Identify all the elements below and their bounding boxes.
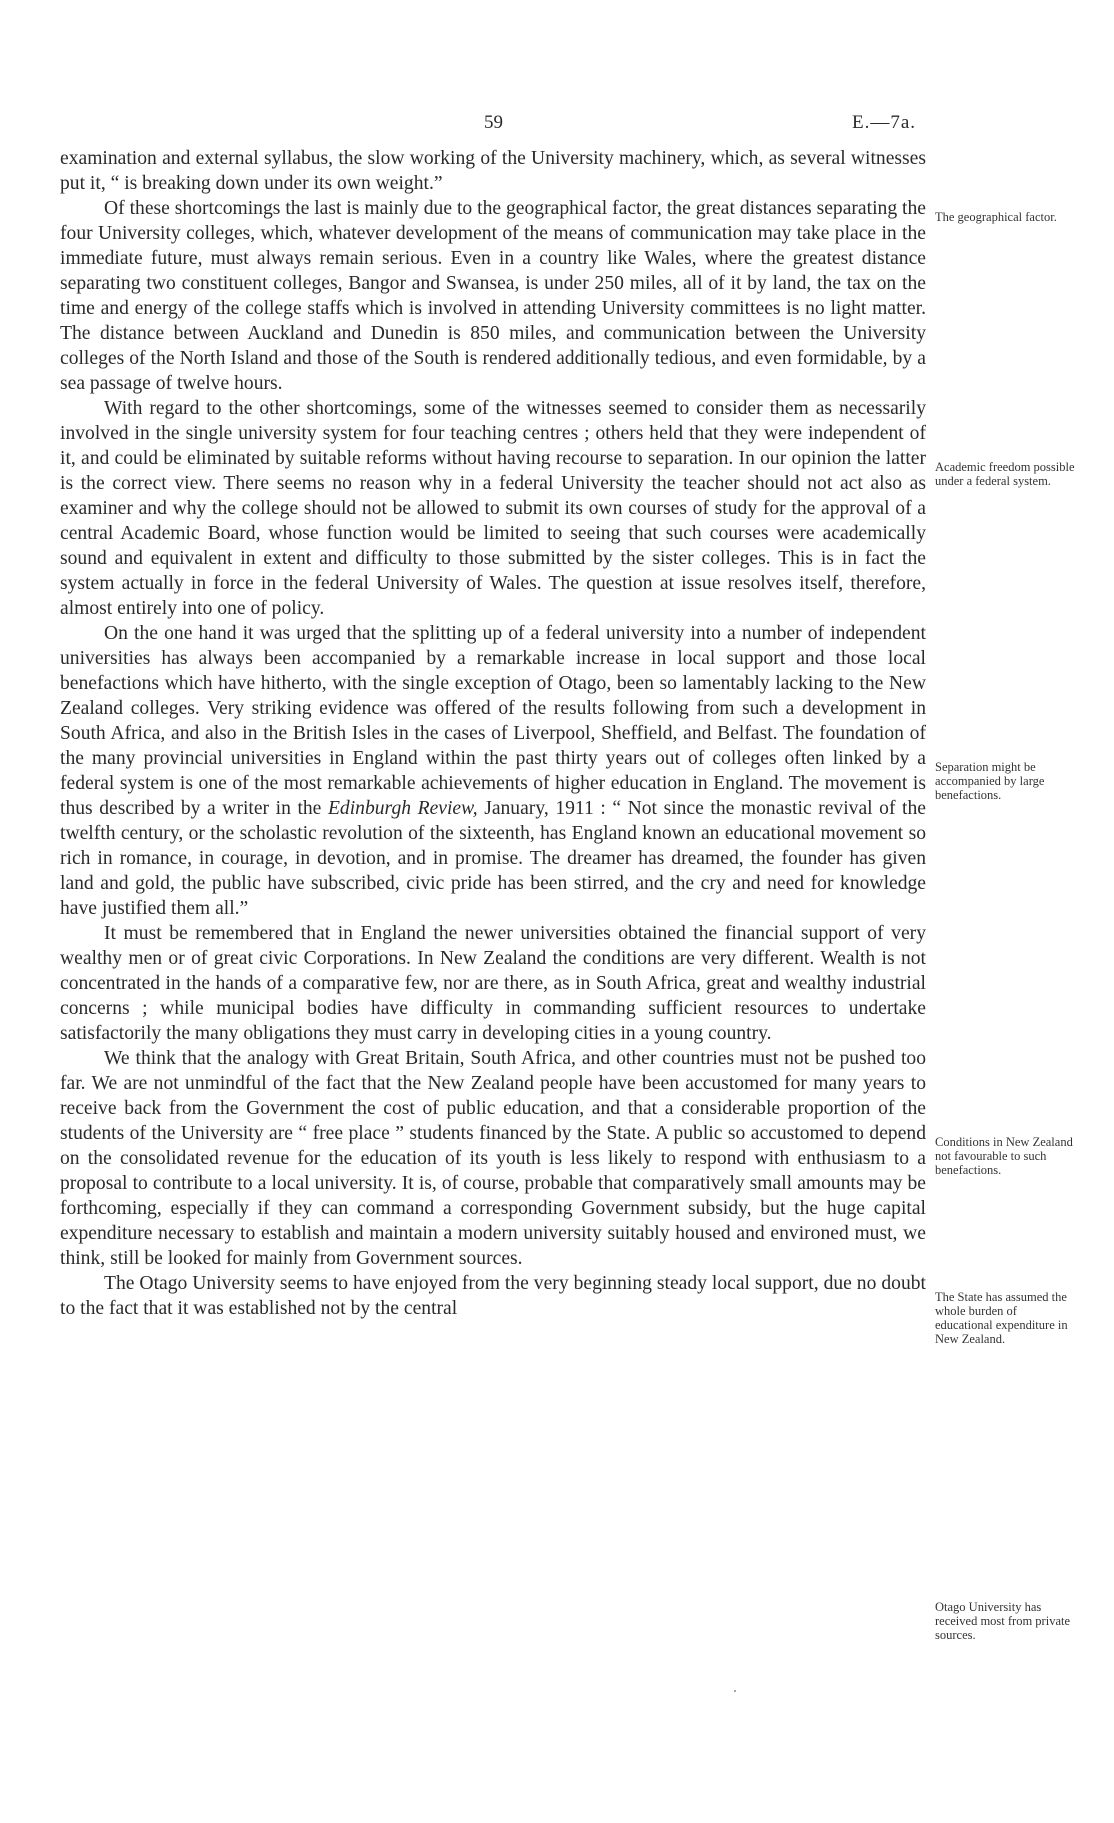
text-run: We think that the analogy with Great Britain, South Africa, and other countries must not be pushed too far. We are not unmindful of the fact that the New Zealand people have been accustomed for many years to receive back from the Government the cost of public education, and that a considerable proportion of the students of the University are “ free place ” students financed by the State. A public so accustomed to depend on the consolidated revenue for the education of its youth is less likely to respond with enthusiasm to a proposal to contribute to a local university. It is, of course, probable that comparatively small amounts may be forthcoming, especially if they can command a corresponding Government subsidy, but the huge capital expenditure necessary to establish and maintain a modern university suitably housed and environed must, we think, still be looked for mainly from Government sources.: [60, 1048, 926, 1269]
italic-citation: Edinburgh Review,: [327, 798, 478, 819]
text-run: With regard to the other shortcomings, some of the witnesses seemed to consider them as necessarily involved in the single university system for four teaching centres ; others held that they were independent of it, and could be eliminated by suitable reforms without having recourse to separation. In our opinion the latter is the correct view. There seems no reason why in a federal University the teacher should not act also as examiner and why the college should not be allowed to submit its own courses of study for the approval of a central Academic Board, whose function would be limited to seeing that such courses were academically sound and equivalent in extent and difficulty to those submitted by the sister colleges. This is in fact the system actually in force in the federal University of Wales. The question at issue resolves itself, therefore, almost entirely into one of policy.: [60, 398, 926, 619]
margin-note-state-burden: The State has assumed the whole burden of educational expenditure in New Zealand.: [935, 1290, 1068, 1346]
text-run: On the one hand it was urged that the splitting up of a federal university into a number of independent universities has always been accompanied by a remarkable increase in local support and those local benefactions which have hitherto, with the single exception of Otago, been so lamentably lacking to the New Zealand colleges. Very striking evidence was offered of the results following from such a development in South Africa, and also in the British Isles in the cases of Liverpool, Sheffield, and Belfast. The foundation of the many provincial universities in England within the past thirty years out of colleges often linked by a federal system is one of the most remarkable achievements of higher education in England. The movement is thus described by a writer in the: [60, 623, 926, 819]
text-run: It must be remembered that in England the newer universities obtained the financial support of very wealthy men or of great civic Corporations. In New Zealand the conditions are very different. Wealth is not concentrated in the hands of a comparative few, nor are there, as in South Africa, great and wealthy industrial concerns ; while municipal bodies have difficulty in commanding sufficient resources to undertake satisfactorily the many obligations they must carry in developing cities in a young country.: [60, 923, 926, 1044]
text-run: examination and external syllabus, the slow working of the University machinery, which, as several witnesses put it, “ is breaking down under its own weight.”: [60, 148, 926, 194]
paragraph-4: [60, 621, 926, 921]
margin-note-geographical-factor: The geographical factor.: [935, 210, 1057, 224]
body-text: [60, 146, 926, 1321]
paragraph-7: [60, 1271, 926, 1321]
margin-note-otago: Otago University has received most from private sources.: [935, 1600, 1071, 1642]
text-run: Of these shortcomings the last is mainly due to the geographical factor, the great distances separating the four University colleges, which, whatever development of the means of communication may take place in the immediate future, must always remain serious. Even in a country like Wales, where the greatest distance separating two constituent colleges, Bangor and Swansea, is under 250 miles, all of it by land, the tax on the time and energy of the college staffs which is involved in attending University committees is no light matter. The distance between Auckland and Dunedin is 850 miles, and communication between the University colleges of the North Island and those of the South is rendered additionally tedious, and even formidable, by a sea passage of twelve hours.: [60, 198, 926, 394]
margin-note-conditions: Conditions in New Zealand not favourable to such benefactions.: [935, 1135, 1073, 1177]
page-header: [0, 112, 1114, 136]
paragraph-5: [60, 921, 926, 1046]
text-run: The Otago University seems to have enjoyed from the very beginning steady local support, due no doubt to the fact that it was established not by the central: [60, 1273, 926, 1319]
paragraph-6: [60, 1046, 926, 1271]
page-number: 59: [484, 112, 503, 133]
series-reference: E.—7a.: [852, 112, 917, 133]
paragraph-3: [60, 396, 926, 621]
margin-note-separation: Separation might be accompanied by large benefactions.: [935, 760, 1045, 802]
paragraph-1: [60, 146, 926, 196]
print-speck: [734, 1690, 736, 1692]
margin-note-academic-freedom: Academic freedom possible under a federal system.: [935, 460, 1075, 488]
text-run: January, 1911 : “ Not since the monastic revival of the twelfth century, or the scholastic revolution of the sixteenth, has England known an educational movement so rich in romance, in courage, in devotion, and in promise. The dreamer has dreamed, the founder has given land and gold, the public have subscribed, civic pride has been stirred, and the cry and need for knowledge have justified them all.”: [60, 798, 926, 919]
paragraph-2: [60, 196, 926, 396]
